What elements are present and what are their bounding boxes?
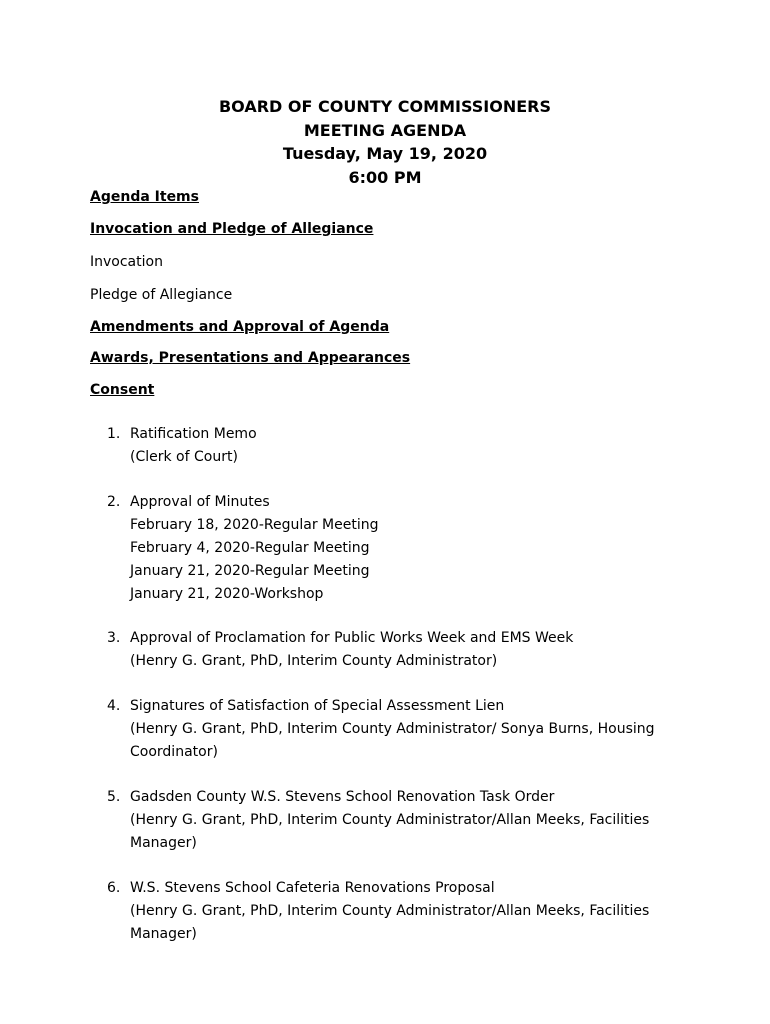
item-number: 6. [107, 880, 121, 896]
item-detail-line: February 18, 2020-Regular Meeting [130, 517, 379, 533]
item-detail-line: February 4, 2020-Regular Meeting [130, 540, 370, 556]
item-number: 3. [107, 630, 121, 646]
item-number: 2. [107, 494, 121, 510]
invocation-text: Invocation [90, 254, 163, 270]
board-title: BOARD OF COUNTY COMMISSIONERS [218, 97, 551, 116]
item-title: Ratification Memo [130, 426, 257, 442]
item-title: Approval of Minutes [130, 494, 270, 510]
item-title: Approval of Proclamation for Public Works Week and EMS Week [130, 630, 574, 646]
agenda-item-6 [90, 877, 680, 946]
item-number: 1. [107, 426, 121, 442]
agenda-item-1 [90, 423, 680, 469]
item-detail-line: Manager) [130, 926, 197, 942]
item-detail-line: Manager) [130, 835, 197, 851]
meeting-date: Tuesday, May 19, 2020 [282, 144, 488, 163]
section-amendments: Amendments and Approval of Agenda [90, 319, 390, 335]
section-agenda-items: Agenda Items [90, 189, 199, 205]
item-detail-line: (Henry G. Grant, PhD, Interim County Administrator/ Sonya Burns, Housing [130, 721, 655, 737]
pledge-text: Pledge of Allegiance [90, 287, 233, 303]
agenda-title: MEETING AGENDA [303, 120, 467, 140]
meeting-time: 6:00 PM [348, 167, 422, 187]
item-number: 5. [107, 789, 121, 805]
item-title: W.S. Stevens School Cafeteria Renovations Proposal [130, 880, 495, 896]
section-consent: Consent [90, 382, 155, 398]
section-awards: Awards, Presentations and Appearances [90, 350, 411, 366]
item-detail-line: Coordinator) [130, 744, 218, 760]
item-title: Gadsden County W.S. Stevens School Renovation Task Order [130, 789, 555, 805]
item-title: Signatures of Satisfaction of Special Assessment Lien [130, 698, 505, 714]
agenda-item-5 [90, 786, 680, 855]
item-detail-line: (Henry G. Grant, PhD, Interim County Administrator) [130, 653, 498, 669]
agenda-item-3 [90, 627, 680, 673]
item-detail-line: (Henry G. Grant, PhD, Interim County Administrator/Allan Meeks, Facilities [130, 812, 650, 828]
agenda-item-2 [90, 491, 680, 606]
item-detail-line: January 21, 2020-Workshop [130, 586, 324, 602]
agenda-header [0, 95, 770, 189]
section-invocation-pledge: Invocation and Pledge of Allegiance [90, 221, 374, 237]
item-number: 4. [107, 698, 121, 714]
item-detail-line: (Henry G. Grant, PhD, Interim County Administrator/Allan Meeks, Facilities [130, 903, 650, 919]
agenda-item-4 [90, 695, 680, 764]
item-detail-line: January 21, 2020-Regular Meeting [130, 563, 370, 579]
item-detail-line: (Clerk of Court) [130, 449, 238, 465]
